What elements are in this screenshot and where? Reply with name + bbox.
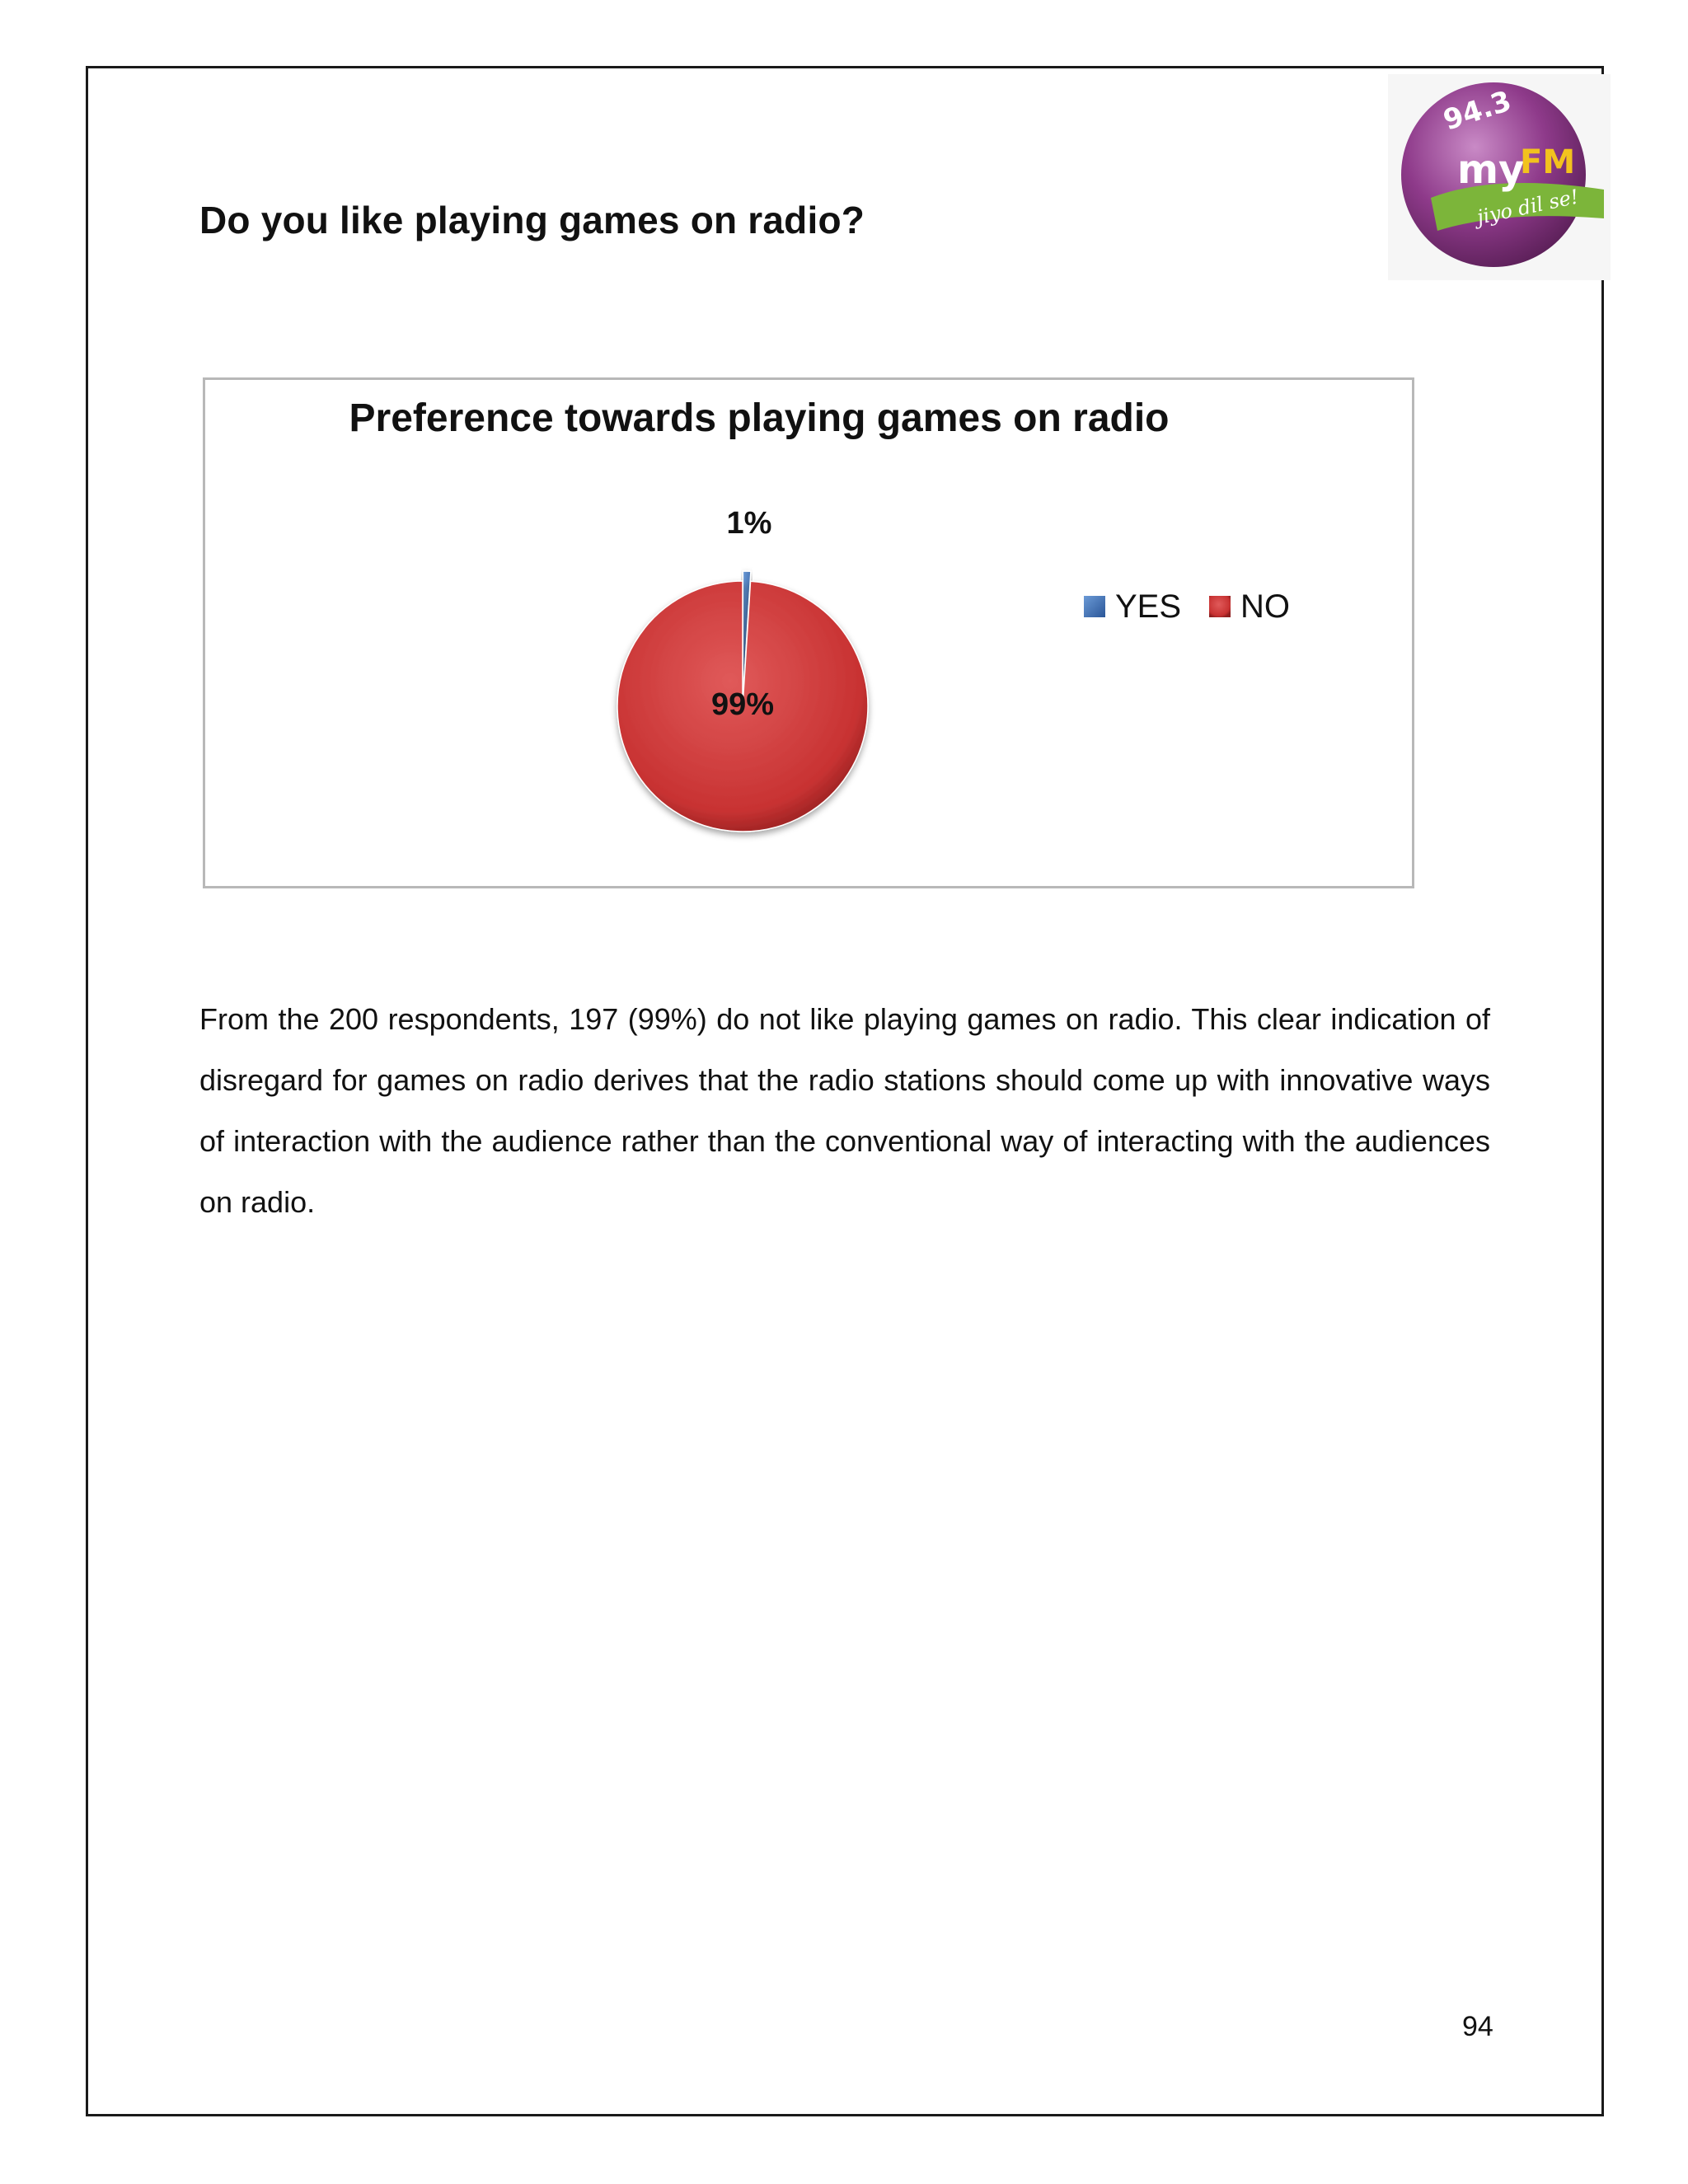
chart-legend [1084,588,1290,625]
svg-text:jiyo dil se!: jiyo dil se! [1475,185,1581,229]
legend-label-yes: YES [1115,588,1182,625]
legend-label-no: NO [1240,588,1290,625]
page-number: 94 [1462,2011,1493,2042]
svg-text:my: my [1457,147,1525,193]
legend-swatch-yes [1084,596,1105,617]
chart-title: Preference towards playing games on radio [349,396,1170,440]
myfm-logo [1388,74,1611,280]
data-label-yes: 1% [726,506,772,541]
chart-container [203,377,1414,888]
pie-chart [205,380,1417,891]
svg-text:94.3: 94.3 [1439,84,1516,138]
body-paragraph: From the 200 respondents, 197 (99%) do not like playing games on radio. This clear indication of disregard for games on radio derives that the radio stations should come up with innovative ways of interaction with the audience rather than the conventional way of interacting with the audiences on radio. [199,1002,1490,1219]
svg-text:FM: FM [1520,143,1576,181]
page-heading: Do you like playing games on radio? [199,199,865,241]
data-label-no: 99% [710,687,775,722]
legend-swatch-no [1209,596,1231,617]
